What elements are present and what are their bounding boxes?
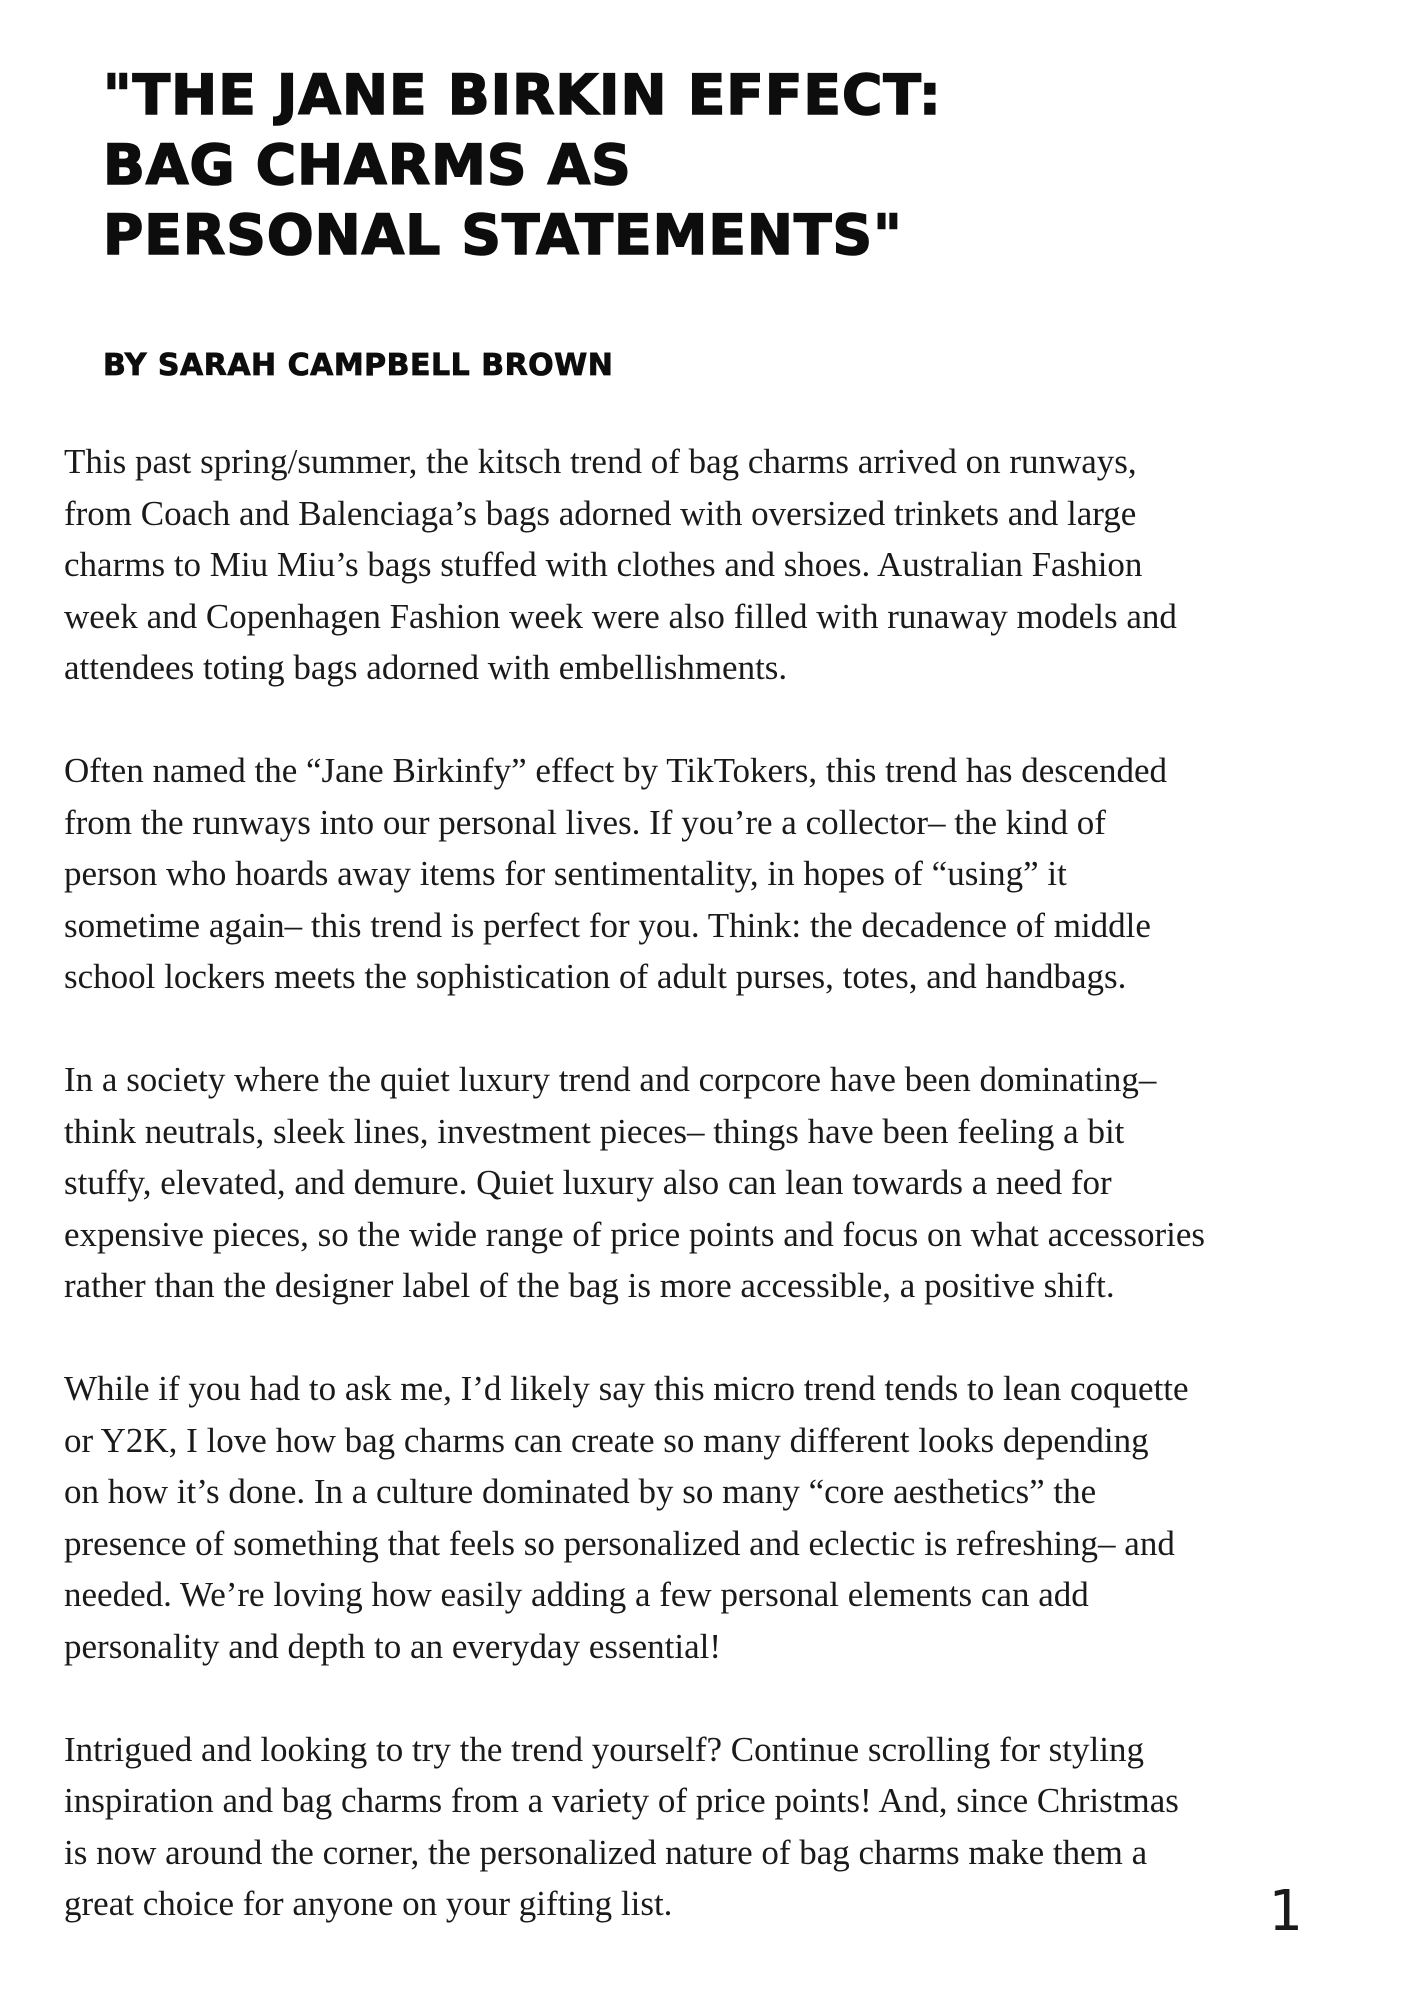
text-line: While if you had to ask me, I’d likely say this micro trend tends to lean coquette	[64, 1369, 1189, 1408]
paragraph-1	[64, 436, 1354, 694]
paragraph-3	[64, 1054, 1354, 1312]
text-line: inspiration and bag charms from a variety of price points! And, since Christmas	[64, 1781, 1179, 1820]
text-line: from the runways into our personal lives. If you’re a collector– the kind of	[64, 802, 1106, 842]
text-line: Often named the “Jane Birkinfy” effect by TikTokers, this trend has descended	[64, 751, 1167, 790]
title-line: "THE JANE BIRKIN EFFECT:	[103, 63, 942, 127]
page-number: 1	[1268, 1879, 1302, 1944]
text-line: week and Copenhagen Fashion week were also filled with runaway models and	[64, 596, 1177, 636]
text-line: attendees toting bags adorned with embellishments.	[64, 648, 788, 687]
text-line: stuffy, elevated, and demure. Quiet luxury also can lean towards a need for	[64, 1163, 1112, 1202]
paragraph-5	[64, 1724, 1354, 1930]
paragraph-2	[64, 745, 1354, 1003]
text-line: is now around the corner, the personalized nature of bag charms make them a	[64, 1832, 1148, 1872]
title-line: BAG CHARMS AS	[103, 133, 632, 197]
title-line: PERSONAL STATEMENTS"	[103, 203, 903, 267]
article-title	[103, 60, 1323, 270]
text-line: This past spring/summer, the kitsch trend of bag charms arrived on runways,	[64, 442, 1137, 481]
text-line: think neutrals, sleek lines, investment pieces– things have been feeling a bit	[64, 1111, 1125, 1151]
article-byline: BY SARAH CAMPBELL BROWN	[103, 348, 614, 383]
text-line: person who hoards away items for sentimentality, in hopes of “using” it	[64, 854, 1067, 893]
article-body	[64, 436, 1354, 1981]
text-line: In a society where the quiet luxury trend and corpcore have been dominating–	[64, 1060, 1157, 1099]
text-line: great choice for anyone on your gifting list.	[64, 1884, 673, 1923]
text-line: school lockers meets the sophistication of adult purses, totes, and handbags.	[64, 957, 1127, 996]
paragraph-4	[64, 1363, 1354, 1672]
text-line: sometime again– this trend is perfect for you. Think: the decadence of middle	[64, 905, 1151, 945]
text-line: charms to Miu Miu’s bags stuffed with clothes and shoes. Australian Fashion	[64, 545, 1143, 584]
text-line: presence of something that feels so personalized and eclectic is refreshing– and	[64, 1523, 1175, 1563]
text-line: on how it’s done. In a culture dominated by so many “core aesthetics” the	[64, 1472, 1097, 1511]
text-line: from Coach and Balenciaga’s bags adorned with oversized trinkets and large	[64, 493, 1137, 533]
text-line: expensive pieces, so the wide range of price points and focus on what accessories	[64, 1214, 1206, 1254]
text-line: personality and depth to an everyday essential!	[64, 1626, 722, 1666]
text-line: or Y2K, I love how bag charms can create so many different looks depending	[64, 1420, 1149, 1460]
text-line: rather than the designer label of the bag is more accessible, a positive shift.	[64, 1266, 1115, 1305]
text-line: needed. We’re loving how easily adding a few personal elements can add	[64, 1575, 1089, 1614]
text-line: Intrigued and looking to try the trend yourself? Continue scrolling for styling	[64, 1729, 1144, 1769]
